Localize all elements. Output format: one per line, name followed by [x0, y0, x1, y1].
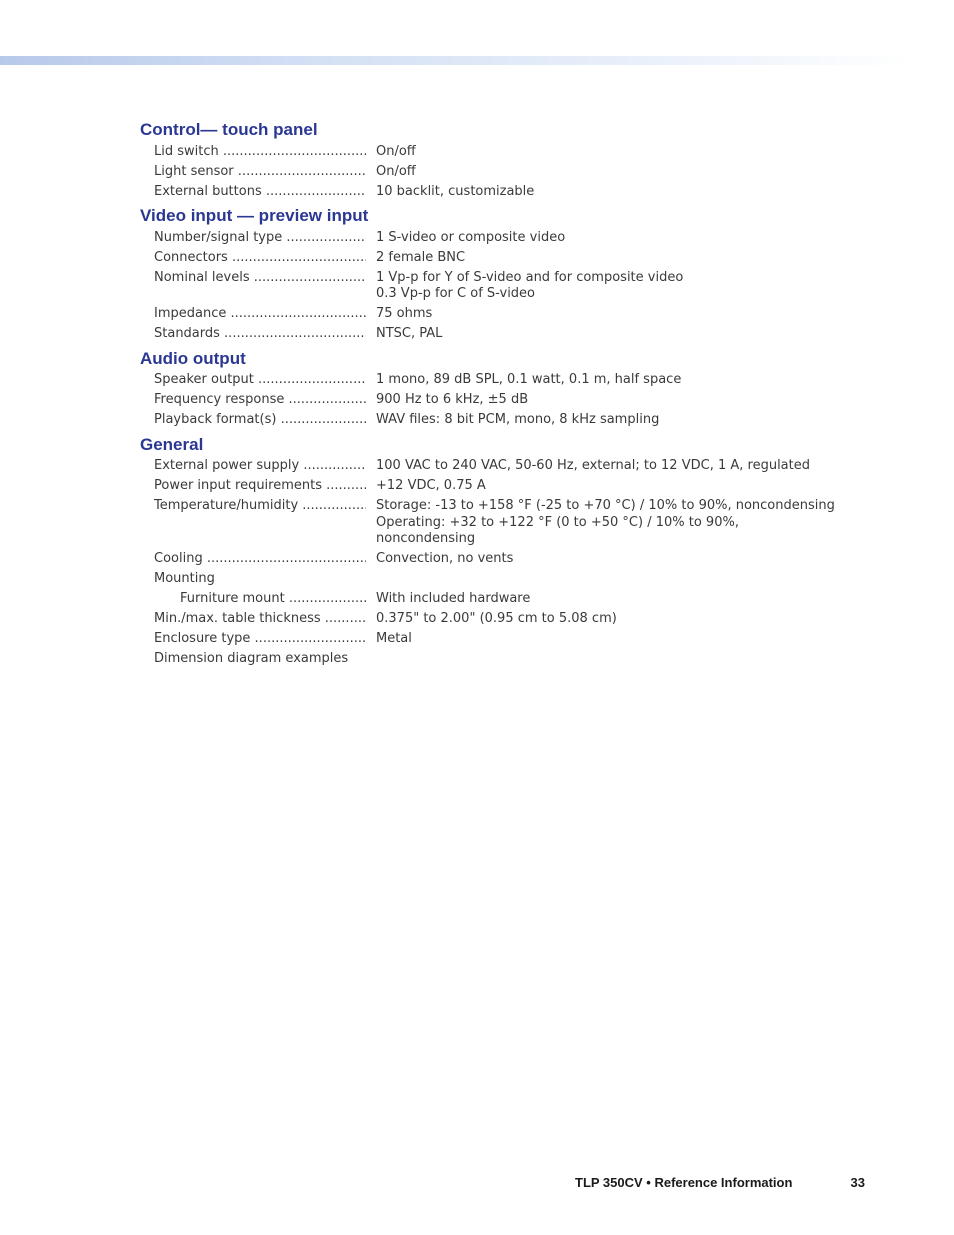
spec-label: Connectors .....	[154, 250, 366, 267]
spec-label: Mounting	[154, 571, 215, 586]
spec-value: NTSC, PAL	[376, 326, 443, 341]
spec-value	[376, 651, 840, 668]
spec-row	[140, 392, 840, 409]
footer-doc-title: TLP 350CV • Reference Information	[575, 1175, 793, 1190]
spec-label: Cooling .....	[154, 551, 366, 568]
spec-row	[140, 230, 840, 247]
spec-value: On/off	[376, 163, 416, 179]
spec-label: Min./max. table thickness .....	[154, 611, 366, 628]
spec-value: 0.375" to 2.00" (0.95 cm to 5.08 cm)	[376, 611, 617, 626]
spec-row	[140, 458, 840, 475]
spec-label: External buttons .....	[154, 184, 366, 201]
spec-value	[376, 571, 840, 588]
spec-row	[140, 551, 840, 568]
spec-row	[140, 270, 840, 303]
spec-value: 900 Hz to 6 kHz, ±5 dB	[376, 392, 529, 407]
spec-row	[140, 498, 840, 548]
spec-label: Nominal levels .....	[154, 270, 366, 303]
spec-row	[140, 326, 840, 343]
spec-label: Lid switch .....	[154, 144, 366, 161]
spec-row	[140, 184, 840, 201]
spec-label: Number/signal type .....	[154, 230, 366, 247]
spec-row	[140, 372, 840, 389]
spec-label: Frequency response .....	[154, 392, 366, 409]
spec-value: Storage: -13 to +158 °F (-25 to +70 °C) / 10% to 90%, noncondensing Operating: +32 to +122 °F (0 to +50 °C) / 10% to 90%, noncondensing	[376, 498, 835, 546]
spec-label: External power supply .....	[154, 458, 366, 475]
spec-label: Playback format(s) .....	[154, 412, 366, 429]
spec-value: 100 VAC to 240 VAC, 50-60 Hz, external; to 12 VDC, 1 A, regulated	[376, 458, 810, 473]
spec-row	[140, 478, 840, 495]
section-title: Control— touch panel	[140, 120, 318, 139]
section-control-touch-panel	[140, 120, 840, 200]
spec-value: WAV files: 8 bit PCM, mono, 8 kHz sampling	[376, 412, 660, 427]
spec-label: Standards .....	[154, 326, 366, 343]
header-band	[0, 56, 915, 65]
spec-value: 1 S-video or composite video	[376, 229, 566, 245]
spec-value: 1 Vp-p for Y of S-video and for composite video 0.3 Vp-p for C of S-video	[376, 269, 684, 301]
spec-label: Enclosure type .....	[154, 631, 366, 648]
spec-value: Metal	[376, 631, 412, 646]
section-general	[140, 435, 840, 668]
spec-value: 2 female BNC	[376, 249, 466, 265]
spec-label: Light sensor .....	[154, 164, 366, 181]
spec-label: Furniture mount .....	[180, 591, 366, 608]
spec-label: Power input requirements .....	[154, 478, 366, 495]
page-number: 33	[850, 1175, 865, 1190]
spec-row	[140, 144, 840, 161]
spec-row	[140, 591, 840, 608]
spec-row	[140, 611, 840, 628]
spec-value: 1 mono, 89 dB SPL, 0.1 watt, 0.1 m, half space	[376, 372, 682, 387]
spec-label: Dimension diagram examples	[154, 651, 349, 666]
spec-value: 75 ohms	[376, 306, 433, 321]
section-video-input	[140, 206, 840, 343]
spec-label: Impedance .....	[154, 306, 366, 323]
spec-value: With included hardware	[376, 591, 531, 606]
specifications-content	[140, 120, 840, 674]
section-title: Audio output	[140, 348, 246, 368]
spec-value: On/off	[376, 143, 416, 159]
spec-value: Convection, no vents	[376, 551, 514, 566]
spec-row	[140, 306, 840, 323]
spec-row	[140, 571, 840, 588]
section-title: General	[140, 434, 204, 454]
spec-row	[140, 250, 840, 267]
spec-row	[140, 631, 840, 648]
section-audio-output	[140, 349, 840, 429]
spec-value: 10 backlit, customizable	[376, 183, 535, 199]
section-title: Video input — preview input	[140, 206, 369, 225]
spec-label: Temperature/humidity .....	[154, 498, 366, 548]
spec-row	[140, 164, 840, 181]
page-footer	[575, 1175, 865, 1190]
spec-row	[140, 412, 840, 429]
spec-value: +12 VDC, 0.75 A	[376, 478, 486, 493]
spec-row	[140, 651, 840, 668]
spec-label: Speaker output .....	[154, 372, 366, 389]
